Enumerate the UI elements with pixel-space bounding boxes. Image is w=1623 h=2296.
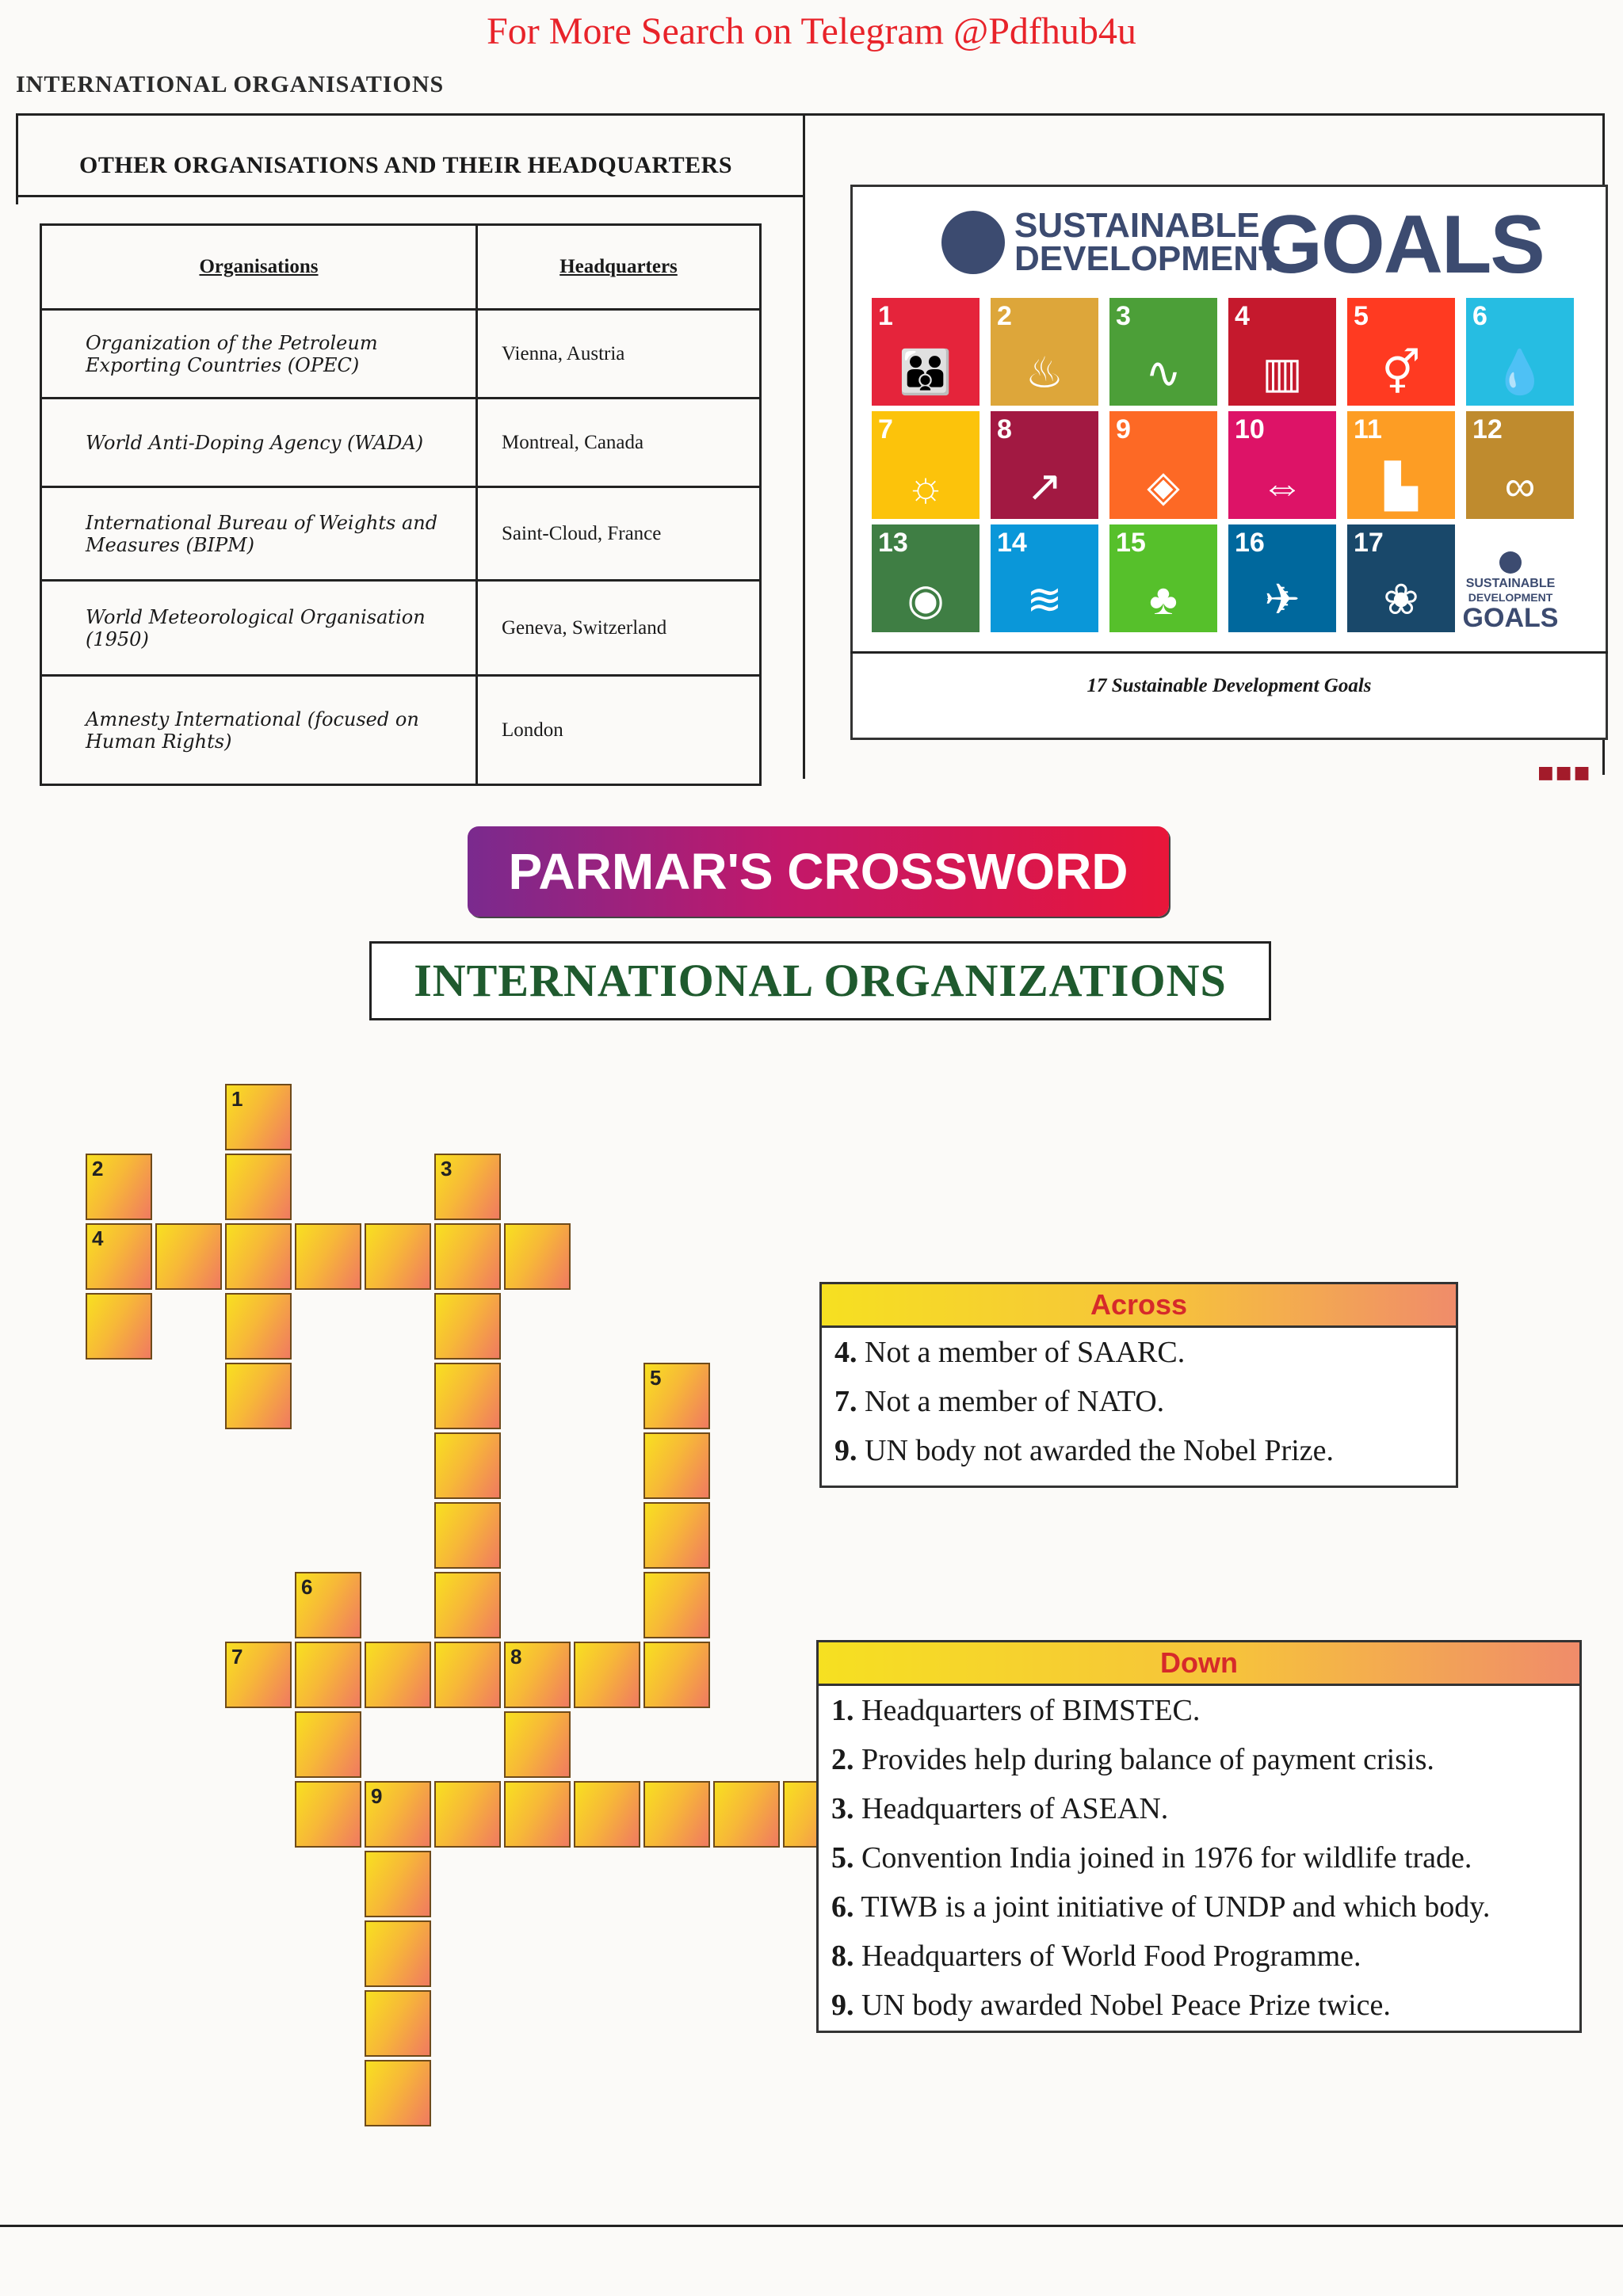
sdg-tile-number: 2 (997, 301, 1012, 331)
column-header-headquarters: Headquarters (477, 225, 761, 310)
fish-icon: ≋ (1026, 576, 1063, 624)
table-row (41, 487, 761, 581)
tree-icon: ♣ (1149, 576, 1178, 624)
sdg-tile-10 (1228, 411, 1336, 519)
sdg-tile-7 (872, 411, 980, 519)
sdg-tile-2 (991, 298, 1098, 406)
crossword-cell[interactable] (643, 1502, 710, 1569)
crossword-cell[interactable] (365, 2060, 431, 2126)
down-heading: Down (819, 1642, 1579, 1686)
across-clue (822, 1426, 1456, 1475)
book-icon: ▥ (1262, 349, 1303, 397)
clue-number: 2 (92, 1157, 104, 1180)
crossword-cell[interactable] (225, 1223, 292, 1290)
organisations-heading: OTHER ORGANISATIONS AND THEIR HEADQUARTERS (79, 152, 732, 178)
sdg-tile-8 (991, 411, 1098, 519)
sdg-tile-1 (872, 298, 980, 406)
crossword-cell[interactable] (225, 1642, 292, 1708)
sdg-tile-number: 10 (1235, 414, 1265, 444)
crossword-cell[interactable] (643, 1642, 710, 1708)
sdg-tile-11 (1347, 411, 1455, 519)
sdg-title (1014, 206, 1280, 278)
sdg-tile-number: 14 (997, 528, 1027, 558)
clue-number-label: 6. (831, 1890, 854, 1924)
sdg-tile-6 (1466, 298, 1574, 406)
sdg-caption: 17 Sustainable Development Goals (1086, 675, 1372, 696)
down-clue (819, 1686, 1579, 1735)
crossword-cell[interactable] (434, 1572, 501, 1638)
clue-number: 3 (441, 1157, 453, 1180)
organisations-table (40, 223, 762, 786)
clue-text: Provides help during balance of payment crisis. (861, 1743, 1434, 1776)
crossword-title: PARMAR'S CROSSWORD (468, 826, 1169, 917)
crossword-subtitle: INTERNATIONAL ORGANIZATIONS (369, 941, 1271, 1020)
city-icon: ▙ (1384, 463, 1418, 510)
crossword-cell[interactable] (434, 1293, 501, 1360)
crossword-cell[interactable] (643, 1432, 710, 1499)
equality-icon: ⇔ (1261, 463, 1304, 510)
clue-number: 6 (301, 1575, 313, 1599)
crossword-cell[interactable] (365, 1920, 431, 1987)
crossword-cell[interactable] (295, 1223, 361, 1290)
dove-icon: ✈ (1264, 576, 1300, 624)
clue-text: Convention India joined in 1976 for wildlife trade. (861, 1841, 1472, 1875)
crossword-cell[interactable] (504, 1781, 571, 1848)
un-emblem-icon (941, 211, 1005, 274)
organisation-name: Amnesty International (focused on Human Rights) (41, 676, 477, 785)
crossword-cell[interactable] (295, 1781, 361, 1848)
crossword-cell[interactable] (155, 1223, 222, 1290)
down-clue (819, 1981, 1579, 2030)
clue-text: Headquarters of BIMSTEC. (861, 1694, 1201, 1727)
sdg-caption-divider (850, 651, 1608, 654)
center-divider (803, 113, 805, 779)
crossword-cell[interactable] (643, 1572, 710, 1638)
crossword-cell[interactable] (365, 1990, 431, 2057)
clue-text: UN body not awarded the Nobel Prize. (865, 1434, 1335, 1467)
crossword-cell[interactable] (86, 1223, 152, 1290)
sdg-tile-number: 13 (878, 528, 908, 558)
crossword-cell[interactable] (434, 1502, 501, 1569)
crossword-cell[interactable] (225, 1293, 292, 1360)
clue-number-label: 1. (831, 1694, 854, 1727)
clue-text: Not a member of NATO. (865, 1385, 1165, 1418)
heartbeat-icon: ∿ (1145, 349, 1182, 397)
clue-number-label: 7. (834, 1385, 857, 1418)
organisation-name: World Meteorological Organisation (1950) (41, 581, 477, 676)
crossword-cell[interactable] (643, 1781, 710, 1848)
clue-number: 7 (231, 1645, 243, 1669)
clue-number: 8 (510, 1645, 522, 1669)
water-drop-icon: 💧 (1493, 349, 1547, 396)
sdg-title-line2: DEVELOPMENT (1014, 239, 1280, 278)
headquarters-value: Saint-Cloud, France (477, 487, 761, 581)
table-row (41, 399, 761, 487)
crossword-cell[interactable] (365, 1781, 431, 1848)
across-heading: Across (822, 1284, 1456, 1328)
table-header-row (41, 225, 761, 310)
crossword-cell[interactable] (86, 1154, 152, 1220)
sdg-tile-12 (1466, 411, 1574, 519)
organisation-name: International Bureau of Weights and Measures (BIPM) (41, 487, 477, 581)
growth-chart-icon: ↗ (1026, 463, 1063, 510)
crossword-cell[interactable] (434, 1154, 501, 1220)
sdg-tile-number: 6 (1472, 301, 1487, 331)
sdg-corner-logo (1457, 547, 1564, 654)
clue-number-label: 5. (831, 1841, 854, 1875)
clue-number-label: 8. (831, 1939, 854, 1973)
sdg-tile-number: 1 (878, 301, 893, 331)
crossword-cell[interactable] (225, 1084, 292, 1150)
crossword-cell[interactable] (434, 1223, 501, 1290)
crossword-cell[interactable] (434, 1781, 501, 1848)
table-row (41, 676, 761, 785)
clue-text: Headquarters of ASEAN. (861, 1792, 1169, 1825)
across-clue-list (822, 1328, 1456, 1475)
clue-number: 4 (92, 1226, 104, 1250)
sdg-tile-17 (1347, 524, 1455, 632)
down-clue (819, 1882, 1579, 1932)
sdg-tile-number: 15 (1116, 528, 1146, 558)
corner-logo-line1: SUSTAINABLE (1465, 577, 1556, 590)
clue-text: UN body awarded Nobel Peace Prize twice. (861, 1989, 1391, 2022)
eye-globe-icon: ◉ (907, 576, 945, 624)
crossword-cell[interactable] (574, 1642, 640, 1708)
clue-number: 5 (650, 1366, 662, 1390)
headquarters-value: Geneva, Switzerland (477, 581, 761, 676)
crossword-cell[interactable] (434, 1432, 501, 1499)
headquarters-value: Vienna, Austria (477, 310, 761, 399)
sdg-goals-word: GOALS (1258, 199, 1544, 291)
crossword-cell[interactable] (225, 1154, 292, 1220)
clue-number: 1 (231, 1087, 243, 1111)
crossword-cell[interactable] (434, 1363, 501, 1429)
clue-number-label: 9. (831, 1989, 854, 2022)
infinity-icon: ∞ (1504, 463, 1536, 510)
down-clue (819, 1784, 1579, 1833)
sdg-tile-13 (872, 524, 980, 632)
crossword-cell[interactable] (295, 1711, 361, 1778)
sdg-title-line1: SUSTAINABLE (1014, 206, 1260, 245)
sdg-tile-number: 12 (1472, 414, 1503, 444)
page-corner-mark: ■■■ (1537, 763, 1592, 783)
sdg-tile-number: 7 (878, 414, 893, 444)
crossword-cell[interactable] (365, 1223, 431, 1290)
crossword-cell[interactable] (574, 1781, 640, 1848)
table-row (41, 310, 761, 399)
column-header-organisations: Organisations (41, 225, 477, 310)
sdg-tile-15 (1109, 524, 1217, 632)
bowl-icon: ♨ (1025, 349, 1064, 397)
running-header: INTERNATIONAL ORGANISATIONS (16, 71, 445, 97)
crossword-cell[interactable] (365, 1851, 431, 1917)
crossword-cell[interactable] (434, 1642, 501, 1708)
table-row (41, 581, 761, 676)
top-frame-line (16, 113, 1605, 116)
crossword-cell[interactable] (713, 1781, 780, 1848)
headquarters-value: Montreal, Canada (477, 399, 761, 487)
crossword-cell[interactable] (504, 1642, 571, 1708)
crossword-cell[interactable] (295, 1572, 361, 1638)
crossword-cell[interactable] (504, 1223, 571, 1290)
down-clue-list (819, 1686, 1579, 2030)
people-icon: 👪 (899, 349, 953, 396)
across-clue (822, 1328, 1456, 1377)
page-bottom-rule (0, 2225, 1623, 2227)
un-emblem-small-icon (1499, 551, 1522, 574)
crossword-cell[interactable] (86, 1293, 152, 1360)
across-clues-box (819, 1282, 1458, 1488)
down-clues-box (816, 1640, 1582, 2033)
crossword-cell[interactable] (643, 1363, 710, 1429)
sdg-tile-number: 17 (1354, 528, 1384, 558)
cubes-icon: ◈ (1147, 463, 1180, 510)
sdg-tile-5 (1347, 298, 1455, 406)
clue-number-label: 2. (831, 1743, 854, 1776)
sdg-tile-number: 3 (1116, 301, 1131, 331)
sdg-tile-4 (1228, 298, 1336, 406)
corner-logo-line2: DEVELOPMENT (1468, 591, 1553, 604)
sdg-tile-3 (1109, 298, 1217, 406)
crossword-cell[interactable] (365, 1642, 431, 1708)
sdg-tile-14 (991, 524, 1098, 632)
clue-text: Headquarters of World Food Programme. (861, 1939, 1361, 1973)
left-frame-line (16, 113, 18, 204)
crossword-cell[interactable] (504, 1711, 571, 1778)
organisation-name: Organization of the Petroleum Exporting Countries (OPEC) (41, 310, 477, 399)
clue-text: TIWB is a joint initiative of UNDP and which body. (861, 1890, 1491, 1924)
gender-icon: ⚥ (1381, 349, 1421, 397)
down-clue (819, 1735, 1579, 1784)
crossword-cell[interactable] (295, 1642, 361, 1708)
telegram-banner: For More Search on Telegram @Pdfhub4u (487, 10, 1136, 52)
sdg-tile-9 (1109, 411, 1217, 519)
sdg-tile-number: 16 (1235, 528, 1265, 558)
crossword-cell[interactable] (225, 1363, 292, 1429)
headquarters-value: London (477, 676, 761, 785)
organisation-name: World Anti-Doping Agency (WADA) (41, 399, 477, 487)
down-clue (819, 1833, 1579, 1882)
sdg-tile-number: 8 (997, 414, 1012, 444)
sun-icon: ☼ (906, 463, 945, 510)
sdg-tile-number: 11 (1354, 414, 1382, 444)
clue-text: Not a member of SAARC. (865, 1336, 1186, 1369)
clue-number-label: 4. (834, 1336, 857, 1369)
sdg-tile-number: 9 (1116, 414, 1131, 444)
across-clue (822, 1377, 1456, 1426)
corner-logo-line3: GOALS (1462, 603, 1559, 633)
heading-underline (16, 195, 803, 197)
sdg-tile-number: 4 (1235, 301, 1250, 331)
clue-number-label: 9. (834, 1434, 857, 1467)
flower-icon: ❀ (1383, 576, 1419, 624)
sdg-tile-number: 5 (1354, 301, 1369, 331)
down-clue (819, 1932, 1579, 1981)
sdg-tile-16 (1228, 524, 1336, 632)
clue-number-label: 3. (831, 1792, 854, 1825)
clue-number: 9 (371, 1784, 383, 1808)
